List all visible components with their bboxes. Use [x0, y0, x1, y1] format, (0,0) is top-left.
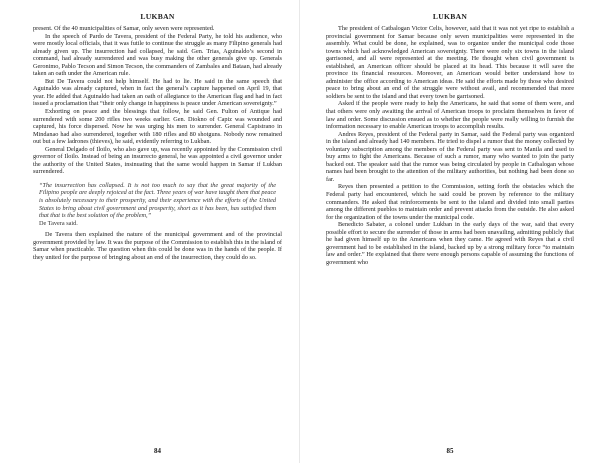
page-number-right: 85 [446, 447, 454, 455]
paragraph: Reyes then presented a petition to the Commission, setting forth the obstacles which the Federal party had encountered, which he said could be proven by reference to the military commanders. He asked that reinforcements be sent to the island and divided into small parties among the different pueblos to maintain order and prevent attacks from the outside. He also asked for the organization of the towns under the municipal code. [326, 183, 574, 221]
quote-attribution: De Tavera said. [39, 219, 78, 227]
paragraph: General Delgado of Iloilo, who also gave up, was recently appointed by the Commission civil governor of Iloilo. Instead of being an insurrecto general, he was appointed a civil governor under the authority of the United States, insinuating that the same would happen in Samar if Lukban surrendered. [33, 145, 282, 176]
paragraph: Asked if the people were ready to help the Americans, he said that some of them were, and that others were only awaiting the arrival of American troops to proclaim themselves in favor of law and order. Some discussion ensued as to whether the people were really willing to furnish the information necessary to enable American troops to accomplish results. [326, 100, 574, 131]
block-quote [39, 182, 276, 227]
running-head-left: LUKBAN [140, 12, 175, 21]
running-head-right: LUKBAN [432, 12, 468, 21]
paragraph: Exhorting on peace and the blessings that follow, he said Gen. Fulton of Antique had surrendered with some 200 rifles two weeks earlier. Gen. Diokno of Capiz was wounded and captured, his force dispersed. Now he was urging his men to surrender. General Capistrano in Mindanao had also surrendered, together with 180 rifles and 80 shotguns. Nobody now remained out but a few ladrones (thieves), he said, evidently referring to Lukban. [33, 108, 282, 146]
paragraph: Benedicto Sabater, a colonel under Lukban in the early days of the war, said that every possible effort to secure the surrender of those in arms had been unavailing, admitting publicly that he had given himself up to the Americans when they came. He agreed with Reyes that a civil government had to be established in the island, backed up by a strong military force “to maintain law and order.” He explained that there were enough persons capable of assuming the functions of government who [326, 221, 574, 266]
paragraph: De Tavera then explained the nature of the municipal government and of the provincial government provided by law. It was the purpose of the Commission to establish this in the island of Samar when practicable. The question when this could be done was in the hands of the people. If they united for the purpose of bringing about an end of the insurrection, they could do so. [33, 231, 282, 261]
quote-text: “The insurrection has collapsed. It is not too much to say that the great majority of the Filipino people are deeply rejoiced at the fact. Three years of war have taught them that peace is absolutely necessary to their prosperity, and their experience with the efforts of the United States to bring about civil government and prosperity, short as it has been, has satisfied them that that is the best solution of the problem,” [39, 181, 276, 220]
paragraph: But De Tavera could not help himself. He had to lie. He said in the same speech that Aguinaldo was already captured, when in fact the general’s capture happened on April 19, that year. He added that Aguinaldo had taken an oath of allegiance to the American flag and had in fact issued a proclamation that “their only change in happiness is peace under American sovereignty.” [33, 77, 282, 108]
paragraph: present. Of the 40 municipalities of Samar, only seven were represented. [33, 25, 215, 32]
page-number-left: 84 [154, 447, 161, 455]
paragraph: In the speech of Pardo de Tavera, president of the Federal Party, he told his audience, who were mostly local officials, that it was futile to continue the struggle as many Filipino generals had already given up. The insurrection had collapsed, he said. Gen. Trias, Aguinaldo’s second in command, had already surrendered and was busy making the other generals give up. Generals Geronimo, Pablo Tecson and Simon Tecson, the commanders of Zambales and Bataan, had already taken an oath under the American rule. [33, 32, 282, 78]
right-page [300, 0, 600, 463]
paragraph: Andres Reyes, president of the Federal party in Samar, said the Federal party was organized in the island and already had 140 members. He tried to dispel a rumor that the money collected by voluntary subscription among the members of the Federal party was sent to Manila and used to buy arms to fight the Americans. Because of such a rumor, many who wanted to join the party backed out. The speaker said that the rumor was being circulated by people in Catbalogan whose names had been brought to the attention of the military authorities, but nothing had been done so far. [326, 130, 574, 183]
right-page-body [326, 25, 574, 267]
left-page-body [33, 25, 282, 261]
paragraph: The president of Catbalogan Victor Celis, however, said that it was not yet ripe to establish a provincial government for Samar because only seven municipalities were represented in the assembly. What could be done, he explained, was to organize under the municipal code those towns which had acknowledged American sovereignty. There were only six towns in the island garrisoned, and all were represented at the meeting. He thought when civil government is established, an American officer should be placed at its head. This because it will save the province its financial resources. Moreover, an American would better understand how to administer the office according to American ideas. He said the efforts made by those who desired peace to bring about an end of the struggle were without avail, and recommended that more soldiers be sent to the island and that every town be garrisoned. [326, 25, 574, 100]
